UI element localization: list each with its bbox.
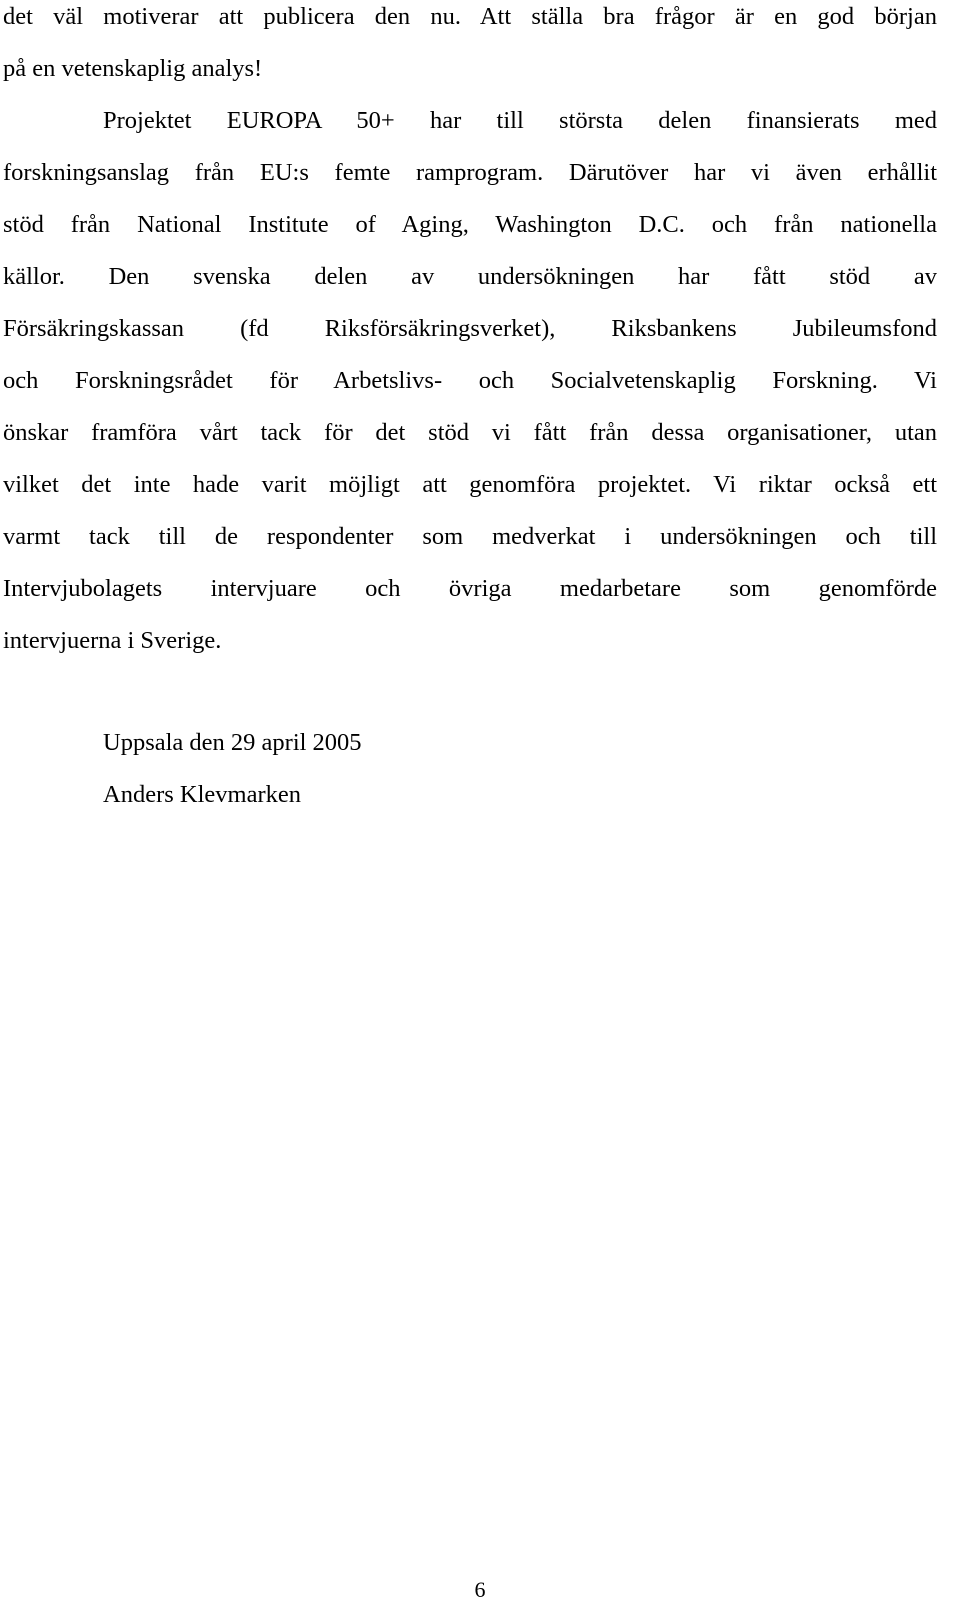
text-line: stöd från National Institute of Aging, Washington D.C. och från nationella <box>3 211 937 238</box>
text-line: vilket det inte hade varit möjligt att genomföra projektet. Vi riktar också ett <box>3 471 937 498</box>
text-line: och Forskningsrådet för Arbetslivs- och Socialvetenskaplig Forskning. Vi <box>3 367 937 394</box>
signature-author: Anders Klevmarken <box>103 781 301 808</box>
text-line: varmt tack till de respondenter som medverkat i undersökningen och till <box>3 523 937 550</box>
text-line: källor. Den svenska delen av undersökningen har fått stöd av <box>3 263 937 290</box>
signature-place-date: Uppsala den 29 april 2005 <box>103 729 362 756</box>
text-line: önskar framföra vårt tack för det stöd vi fått från dessa organisationer, utan <box>3 419 937 446</box>
text-line: Försäkringskassan (fd Riksförsäkringsverket), Riksbankens Jubileumsfond <box>3 315 937 342</box>
paragraph-first-line: Projektet EUROPA 50+ har till största delen finansierats med <box>103 107 937 134</box>
page-number: 6 <box>474 1577 486 1602</box>
text-line: det väl motiverar att publicera den nu. Att ställa bra frågor är en god början <box>3 3 937 30</box>
text-line: Intervjubolagets intervjuare och övriga medarbetare som genomförde <box>3 575 937 602</box>
text-line: på en vetenskaplig analys! <box>3 55 263 82</box>
text-line: forskningsanslag från EU:s femte ramprogram. Därutöver har vi även erhållit <box>3 159 937 186</box>
text-line: intervjuerna i Sverige. <box>3 627 222 654</box>
